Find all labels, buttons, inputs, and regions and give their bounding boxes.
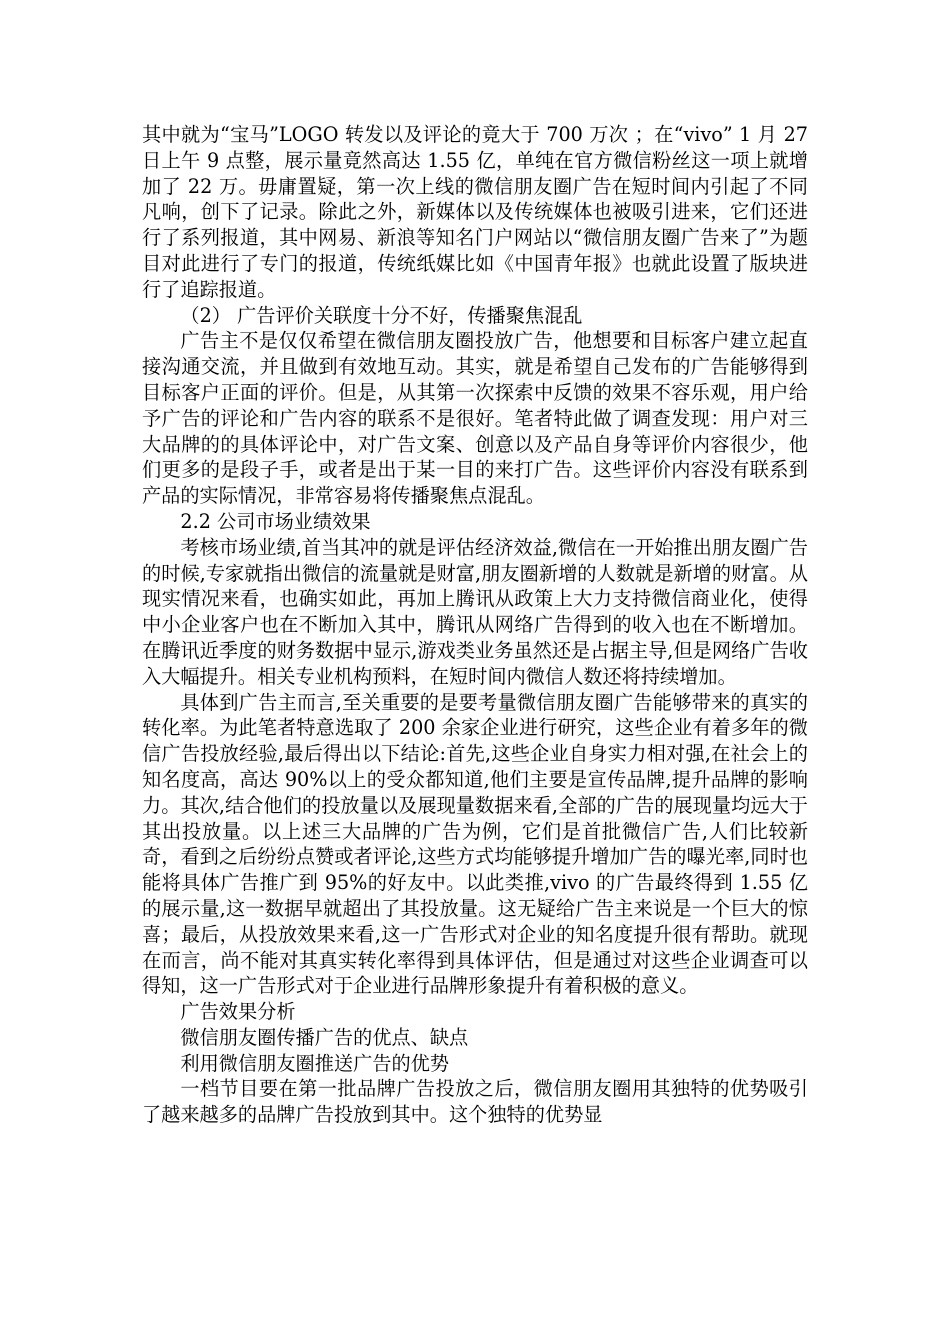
subheading-evaluation-relevance: （2） 广告评价关联度十分不好，传播聚焦混乱 — [180, 303, 583, 327]
paragraph-conversion-rate: 具体到广告主而言,至关重要的是要考量微信朋友圈广告能够带来的真实的转化率。为此笔者特意选取了 200 余家企业进行研究，这些企业有着多年的微信广告投放经验,最后得出以下结论:首先,这些企业自身实力相对强,在社会上的知名度高，高达 90%以上的受众都知道,他们主要是宣传品牌,提升品牌的影响力。其次,结合他们的投放量以及展现量数据来看,全部的广告的展现量均远大于其出投放量。以上述三大品牌的广告为例，它们是首批微信广告,人们比较新奇，看到之后纷纷点赞或者评论,这些方式均能够提升增加广告的曝光率,同时也能将具体广告推广到 95%的好友中。以此类推,vivo 的广告最终得到 1.55 亿的展示量,这一数据早就超出了其投放量。这无疑给广告主来说是一个巨大的惊喜；最后，从投放效果来看,这一广告形式对企业的知名度提升很有帮助。就现在而言，尚不能对其真实转化率得到具体评估，但是通过对这些企业调查可以得知，这一广告形式对于企业进行品牌形象提升有着积极的意义。 — [142, 690, 808, 998]
document-page — [142, 122, 808, 1128]
paragraph-brand-reach: 其中就为“宝马”LOGO 转发以及评论的竟大于 700 万次 ；在“vivo” 1 月 27 日上午 9 点整，展示量竟然高达 1.55 亿，单纯在官方微信粉丝这一项上就增加了 22 万。毋庸置疑，第一次上线的微信朋友圈广告在短时间内引起了不同凡响，创下了记录。除此之外，新媒体以及传统媒体也被吸引进来，它们还进行了系列报道，其中网易、新浪等知名门户网站以“微信朋友圈广告来了”为题目对此进行了专门的报道，传统纸媒比如《中国青年报》也就此设置了版块进行了追踪报道。 — [142, 123, 808, 301]
paragraph-advertiser-interaction: 广告主不是仅仅希望在微信朋友圈投放广告，他想要和目标客户建立起直接沟通交流，并且做到有效地互动。其实，就是希望自己发布的广告能够得到目标客户正面的评价。但是，从其第一次探索中反馈的效果不容乐观，用户给予广告的评论和广告内容的联系不是很好。笔者特此做了调查发现：用户对三大品牌的的具体评论中，对广告文案、创意以及产品自身等评价内容很少，他们更多的是段子手，或者是出于某一目的来打广告。这些评价内容没有联系到产品的实际情况，非常容易将传播聚焦点混乱。 — [142, 329, 808, 508]
paragraph-economic-benefit: 考核市场业绩,首当其冲的就是评估经济效益,微信在一开始推出朋友圈广告的时候,专家就指出微信的流量就是财富,朋友圈新增的人数就是新增的财富。从现实情况来看，也确实如此，再加上腾讯从政策上大力支持微信商业化，使得中小企业客户也在不断加入其中，腾讯从网络广告得到的收入也在不断增加。在腾讯近季度的财务数据中显示,游戏类业务虽然还是占据主导,但是网络广告收入大幅提升。相关专业机构预料，在短时间内微信人数还将持续增加。 — [142, 535, 808, 688]
heading-ad-effect-analysis: 广告效果分析 — [180, 1000, 296, 1024]
heading-advantages: 利用微信朋友圈推送广告的优势 — [180, 1051, 450, 1075]
heading-pros-cons: 微信朋友圈传播广告的优点、缺点 — [180, 1025, 469, 1049]
section-heading-market-performance: 2.2 公司市场业绩效果 — [180, 509, 371, 533]
paragraph-unique-advantage: 一档节目要在第一批品牌广告投放之后，微信朋友圈用其独特的优势吸引了越来越多的品牌广告投放到其中。这个独特的优势显 — [142, 1077, 808, 1127]
